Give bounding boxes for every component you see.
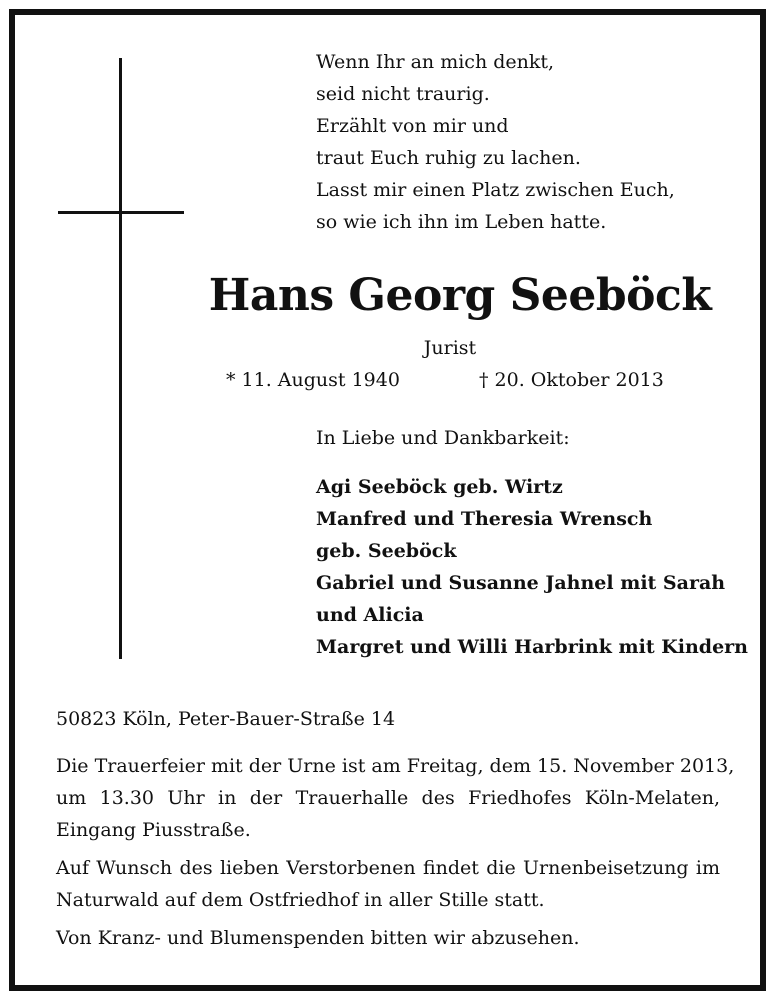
funeral-notice-line: Die Trauerfeier mit der Urne ist am Freitag, dem 15. November 2013, <box>56 755 735 777</box>
burial-notice-line: Auf Wunsch des lieben Verstorbenen findet die Urnenbeisetzung im <box>56 857 720 879</box>
poem-line: seid nicht traurig. <box>316 83 490 105</box>
mourner-line: geb. Seeböck <box>316 540 457 562</box>
poem <box>316 46 756 238</box>
birth-date: * 11. August 1940 <box>226 369 400 391</box>
cross-vertical-bar <box>119 58 122 659</box>
mourner-line: Margret und Willi Harbrink mit Kindern <box>316 636 748 658</box>
mourners-list <box>316 471 756 663</box>
address: 50823 Köln, Peter-Bauer-Straße 14 <box>56 708 396 730</box>
burial-notice <box>56 852 720 916</box>
burial-notice-line: Naturwald auf dem Ostfriedhof in aller Stille statt. <box>56 889 545 911</box>
deceased-profession: Jurist <box>423 337 477 359</box>
cross-horizontal-bar <box>58 211 184 214</box>
funeral-notice <box>56 750 735 846</box>
funeral-notice-line: um 13.30 Uhr in der Trauerhalle des Friedhofes Köln-Melaten, <box>56 787 720 809</box>
mourner-line: Agi Seeböck geb. Wirtz <box>316 476 563 498</box>
flowers-notice <box>56 922 720 954</box>
mourner-line: Manfred und Theresia Wrensch <box>316 508 653 530</box>
dedication-line: In Liebe und Dankbarkeit: <box>316 427 570 449</box>
deceased-name: Hans Georg Seeböck <box>208 270 712 321</box>
funeral-notice-line: Eingang Piusstraße. <box>56 819 251 841</box>
poem-line: so wie ich ihn im Leben hatte. <box>316 211 607 233</box>
flowers-notice-line: Von Kranz- und Blumenspenden bitten wir abzusehen. <box>56 927 580 949</box>
poem-line: Erzählt von mir und <box>316 115 509 137</box>
mourner-line: und Alicia <box>316 604 424 626</box>
poem-line: Lasst mir einen Platz zwischen Euch, <box>316 179 675 201</box>
death-date: † 20. Oktober 2013 <box>479 369 664 391</box>
poem-line: Wenn Ihr an mich denkt, <box>316 51 555 73</box>
poem-line: traut Euch ruhig zu lachen. <box>316 147 581 169</box>
mourner-line: Gabriel und Susanne Jahnel mit Sarah <box>316 572 726 594</box>
